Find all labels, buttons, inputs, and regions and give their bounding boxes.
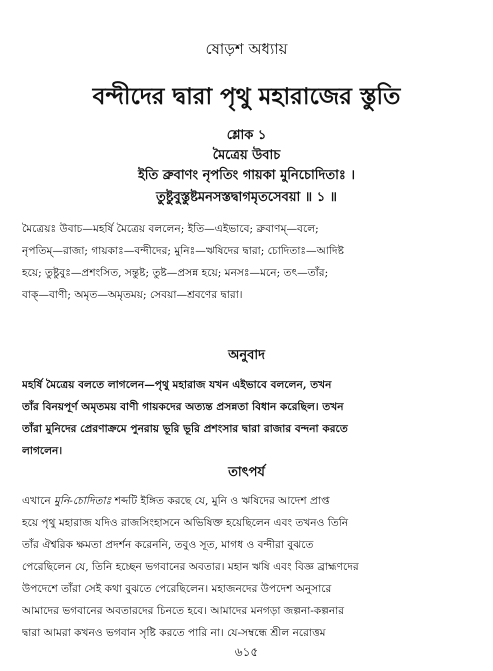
translation-line: তাঁরা মুনিদের প্রেরণাক্রমে পুনরায় ভূরি ভূরি প্রশংসার দ্বারা রাজার বন্দনা করতে xyxy=(22,423,348,435)
purport-text: এখানে xyxy=(22,495,55,507)
purport-line: তাঁর ঐশ্বরিক ক্ষমতা প্রদর্শন করেননি, তবুও সূত, মাগধ ও বন্দীরা বুঝতে xyxy=(22,539,314,551)
synonyms-line: হয়ে; তুষ্টুবুঃ—প্রশংসিত, সন্তুষ্ট; তুষ্ট—প্রসন্ন হয়ে; মনসঃ—মনে; তৎ—তাঁর; xyxy=(22,267,329,279)
synonyms-line: নৃপতিম্—রাজা; গায়কাঃ—বন্দীদের; মুনিঃ—ঋষিদের দ্বারা; চোদিতাঃ—আদিষ্ট xyxy=(22,245,344,257)
verse-speaker: মৈত্রেয় উবাচ xyxy=(212,148,281,163)
purport-line xyxy=(22,490,473,512)
translation-line: তাঁর বিনয়পূর্ণ অমৃতময় বাণী গায়কদের অত্যন্ত প্রসন্নতা বিধান করেছিল। তখন xyxy=(22,401,344,413)
verse-line-1: ইতি ব্রুবাণং নৃপতিং গায়কা মুনিচোদিতাঃ । xyxy=(138,168,355,183)
purport-heading: তাৎপর্য xyxy=(228,465,265,480)
translation-line: লাগলেন। xyxy=(22,445,63,457)
purport-line: হয়ে পৃথু মহারাজ যদিও রাজসিংহাসনে অভিষিক্ত হয়েছিলেন এবং তখনও তিনি xyxy=(22,517,349,529)
purport-line: আমাদের ভগবানের অবতারদের চিনতে হবে। আমাদের মনগড়া জল্পনা-কল্পনার xyxy=(22,605,345,617)
purport-text: শব্দটি ইঙ্গিত করছে যে, মুনি ও ঋষিদের আদেশ প্রাপ্ত xyxy=(111,495,330,507)
chapter-title: বন্দীদের দ্বারা পৃথু মহারাজের স্তুতি xyxy=(92,83,401,110)
verse-line-2: তুষ্টুবুস্তুষ্টমনসস্তদ্বাগমৃতসেবয়া ॥ ১ ॥ xyxy=(155,190,338,205)
chapter-heading: ষোড়শ অধ্যায় xyxy=(205,40,288,58)
translation-heading: অনুবাদ xyxy=(228,348,265,363)
purport-line: পেরেছিলেন যে, তিনি হচ্ছেন ভগবানের অবতার। মহান ঋষি এবং বিজ্ঞ ব্রাহ্মণদের xyxy=(22,561,359,573)
purport-line: দ্বারা আমরা কখনও ভগবান সৃষ্টি করতে পারি না। যে-সম্বন্ধে শ্রীল নরোত্তম xyxy=(22,627,326,639)
translation-line: মহর্ষি মৈত্রেয় বলতে লাগলেন—পৃথু মহারাজ যখন এইভাবে বললেন, তখন xyxy=(22,379,332,391)
purport-line: উপদেশে তাঁরা সেই কথা বুঝতে পেরেছিলেন। মহাজনদের উপদেশ অনুসারে xyxy=(22,583,332,595)
synonyms-line: বাক্—বাণী; অমৃত—অমৃতময়; সেবয়া—শ্রবণের দ্বারা। xyxy=(22,289,243,301)
translation-paragraph xyxy=(22,374,473,462)
verse-number: শ্লোক ১ xyxy=(226,128,267,143)
purport-paragraph xyxy=(22,490,473,644)
synonyms-paragraph xyxy=(22,218,473,306)
purport-italic-term: মুনি-চোদিতাঃ xyxy=(54,495,112,507)
synonyms-line: মৈত্রেয়ঃ উবাচ—মহর্ষি মৈত্রেয় বললেন; ইতি—এইভাবে; ব্রুবাণম্—বলে; xyxy=(22,223,319,235)
page-number: ৬১৫ xyxy=(234,645,259,659)
